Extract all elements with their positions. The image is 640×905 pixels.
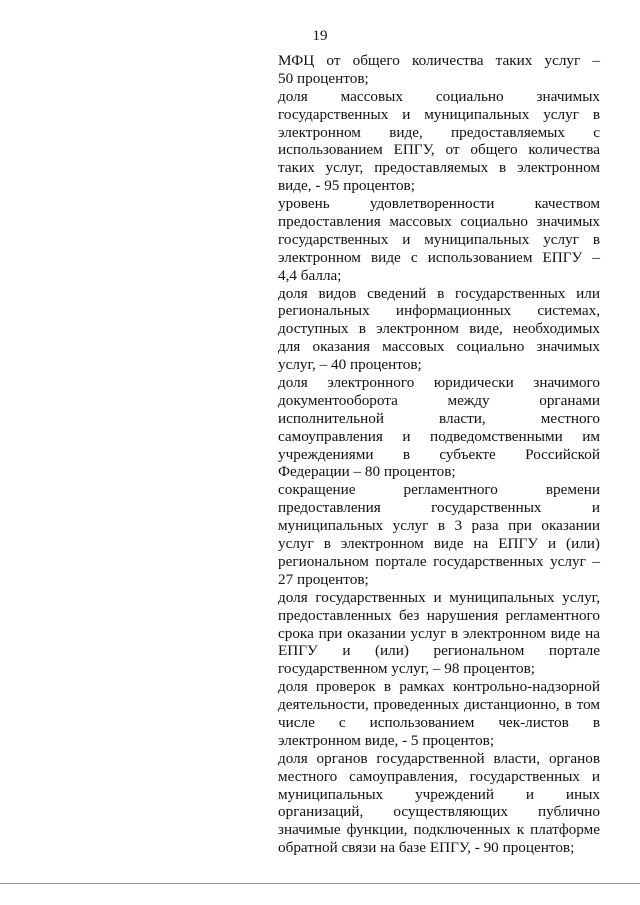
text-line: предоставленных без нарушения регламентного — [278, 606, 600, 624]
text-line: 50 процентов; — [278, 69, 369, 87]
list-item — [278, 750, 600, 857]
text-line: Федерации – 80 процентов; — [278, 463, 456, 481]
text-line: значимые функции, подключенных к платформе — [278, 821, 600, 839]
text-line: предоставления массовых социально значимых — [278, 213, 600, 231]
text-line: таких услуг, предоставляемых в электронном — [278, 159, 600, 177]
text-line: электронном виде, - 5 процентов; — [278, 731, 495, 749]
document-body — [278, 52, 600, 857]
text-line: доля видов сведений в государственных или — [278, 284, 600, 302]
text-line: деятельности, проведенных дистанционно, в том — [278, 696, 600, 714]
text-line: обратной связи на базе ЕПГУ, - 90 процентов; — [278, 839, 575, 857]
text-line: местного самоуправления, государственных и — [278, 767, 600, 785]
text-line: региональных информационных системах, — [278, 302, 600, 320]
text-line: региональном портале государственных услуг – — [278, 552, 600, 570]
text-line: муниципальных услуг в 3 раза при оказании — [278, 517, 600, 535]
text-line: документооборота между органами — [278, 391, 600, 409]
text-line: 27 процентов; — [278, 570, 369, 588]
text-line: 4,4 балла; — [278, 266, 342, 284]
text-line: доля электронного юридически значимого — [278, 374, 600, 392]
list-item — [278, 481, 600, 588]
list-item — [278, 374, 600, 481]
list-item — [278, 88, 600, 195]
list-item — [278, 285, 600, 374]
text-line: использованием ЕПГУ, от общего количества — [278, 141, 600, 159]
text-line: электронном виде, предоставляемых с — [278, 123, 600, 141]
text-line: доля органов государственной власти, органов — [278, 749, 600, 767]
text-line: муниципальных учреждений и иных — [278, 785, 600, 803]
text-line: для оказания массовых социально значимых — [278, 338, 600, 356]
text-line: доля государственных и муниципальных услуг, — [278, 588, 600, 606]
text-line: ЕПГУ и (или) региональном портале — [278, 642, 600, 660]
page-bottom-rule — [0, 883, 640, 884]
text-line: организаций, осуществляющих публично — [278, 803, 600, 821]
page-number: 19 — [312, 28, 328, 44]
text-line: самоуправления и подведомственными им — [278, 427, 600, 445]
list-item — [278, 678, 600, 750]
text-line: срока при оказании услуг в электронном виде на — [278, 624, 600, 642]
text-line: государственных и муниципальных услуг в — [278, 230, 600, 248]
list-item — [278, 195, 600, 284]
text-line: сокращение регламентного времени — [278, 481, 600, 499]
text-line: учреждениями в субъекте Российской — [278, 445, 600, 463]
text-line: доля массовых социально значимых — [278, 87, 600, 105]
text-line: числе с использованием чек-листов в — [278, 713, 600, 731]
text-line: исполнительной власти, местного — [278, 409, 600, 427]
list-item — [278, 589, 600, 678]
text-line: МФЦ от общего количества таких услуг – — [278, 52, 600, 69]
text-line: предоставления государственных и — [278, 499, 600, 517]
text-line: государственном услуг, – 98 процентов; — [278, 660, 535, 678]
text-line: услуг в электронном виде на ЕПГУ и (или) — [278, 535, 600, 553]
text-line: доля проверок в рамках контрольно-надзорной — [278, 678, 600, 696]
list-item — [278, 52, 600, 88]
text-line: электронном виде с использованием ЕПГУ – — [278, 248, 600, 266]
text-line: виде, - 95 процентов; — [278, 177, 415, 195]
text-line: доступных в электронном виде, необходимых — [278, 320, 600, 338]
text-line: государственных и муниципальных услуг в — [278, 105, 600, 123]
text-line: услуг, – 40 процентов; — [278, 356, 422, 374]
text-line: уровень удовлетворенности качеством — [278, 195, 600, 213]
